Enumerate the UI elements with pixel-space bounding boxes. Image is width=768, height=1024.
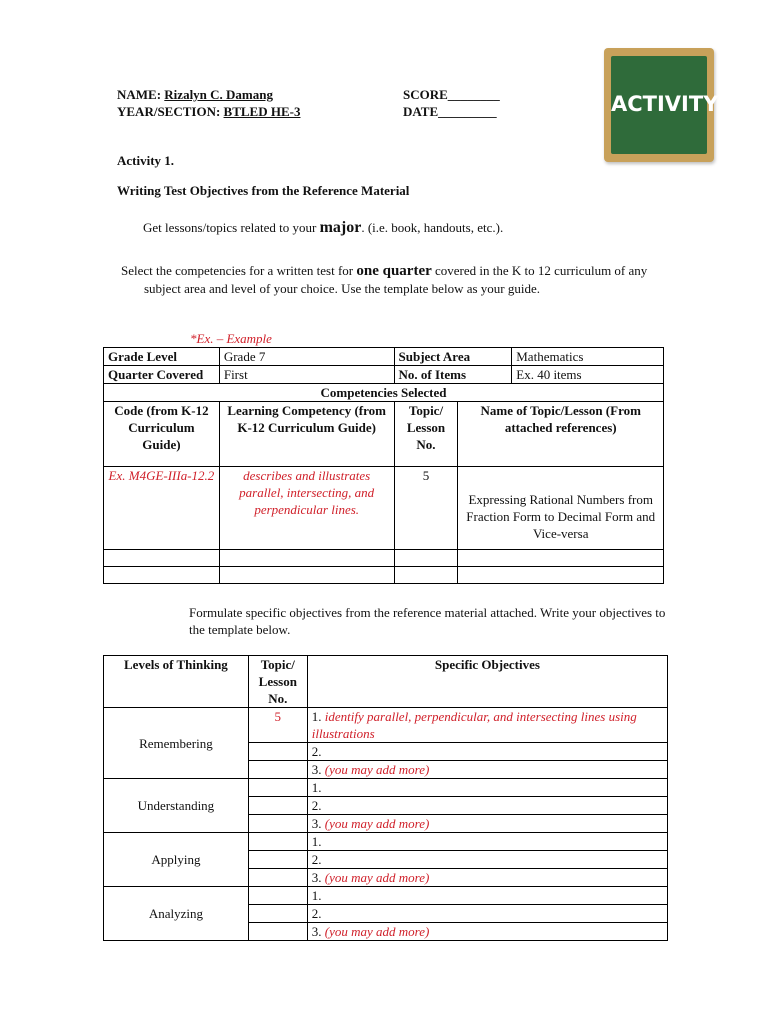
chalkboard-surface (611, 56, 719, 154)
competencies-header: Competencies Selected (104, 384, 664, 402)
remembering-objective-2: 2. (307, 743, 667, 761)
blank-cell (219, 550, 394, 567)
add-more-note: (you may add more) (324, 816, 430, 831)
blank-cell (248, 761, 307, 779)
activity-board-image (604, 48, 719, 162)
blank-cell (248, 851, 307, 869)
blank-cell (219, 567, 394, 584)
col-competency-header: Learning Competency (from K-12 Curriculum Guide) (219, 402, 394, 467)
remembering-objective-1 (307, 708, 667, 743)
blank-cell (248, 923, 307, 941)
blank-cell (458, 550, 664, 567)
table-row (104, 348, 664, 366)
objective-number: 3. (311, 762, 325, 777)
table-row (104, 384, 664, 402)
table-row (104, 656, 668, 708)
subject-area-label: Subject Area (394, 348, 512, 366)
blank-cell (104, 550, 220, 567)
remembering-topic: 5 (248, 708, 307, 743)
blank-cell (248, 815, 307, 833)
quarter-label: Quarter Covered (104, 366, 220, 384)
objective-text: identify parallel, perpendicular, and intersecting lines using illustrations (311, 709, 637, 741)
year-section-line (117, 104, 300, 120)
date-field: DATE_________ (403, 104, 497, 119)
applying-objective-3 (307, 869, 667, 887)
table-row (104, 402, 664, 467)
level-remembering: Remembering (104, 708, 249, 779)
col-topic-header: Topic/ Lesson No. (394, 402, 458, 467)
objective-number: 3. (311, 870, 325, 885)
add-more-note: (you may add more) (324, 924, 430, 939)
instruction-major-post: . (i.e. book, handouts, etc.). (361, 220, 504, 235)
applying-objective-2: 2. (307, 851, 667, 869)
col-code-header: Code (from K-12 Curriculum Guide) (104, 402, 220, 467)
table-row (104, 550, 664, 567)
quarter-value: First (219, 366, 394, 384)
col-levels-header: Levels of Thinking (104, 656, 249, 708)
objective-number: 1. (311, 709, 325, 724)
activity-board-text: ACTIVITY (611, 92, 719, 116)
grade-level-label: Grade Level (104, 348, 220, 366)
table-row (104, 833, 668, 851)
items-value: Ex. 40 items (512, 366, 664, 384)
table-row (104, 779, 668, 797)
instruction-major-pre: Get lessons/topics related to your (143, 220, 320, 235)
level-understanding: Understanding (104, 779, 249, 833)
instruction-quarter-post: covered in the K to 12 curriculum of any subject area and level of your choice. Use the template below as your guide. (144, 263, 648, 296)
blank-cell (248, 797, 307, 815)
instruction-major-emphasis: major (319, 219, 362, 236)
understanding-objective-3 (307, 815, 667, 833)
competencies-table (103, 347, 664, 584)
analyzing-objective-3 (307, 923, 667, 941)
items-label: No. of Items (394, 366, 512, 384)
instruction-quarter (121, 262, 684, 297)
analyzing-objective-2: 2. (307, 905, 667, 923)
example-code: Ex. M4GE-IIIa-12.2 (104, 467, 220, 550)
col-name-header: Name of Topic/Lesson (From attached references) (458, 402, 664, 467)
understanding-objective-1: 1. (307, 779, 667, 797)
objective-number: 3. (311, 924, 325, 939)
blank-cell (248, 833, 307, 851)
table-row (104, 708, 668, 743)
grade-level-value: Grade 7 (219, 348, 394, 366)
year-section-label: YEAR/SECTION: (117, 104, 221, 119)
instruction-quarter-emphasis: one quarter (356, 263, 432, 279)
name-value: Rizalyn C. Damang (164, 87, 273, 102)
analyzing-objective-1: 1. (307, 887, 667, 905)
name-line (117, 87, 273, 103)
objective-number: 3. (311, 816, 325, 831)
instruction-major (143, 219, 503, 237)
blank-cell (248, 779, 307, 797)
subject-area-value: Mathematics (512, 348, 664, 366)
instruction-objectives: Formulate specific objectives from the reference material attached. Write your objectives to the template below. (189, 605, 666, 637)
applying-objective-1: 1. (307, 833, 667, 851)
example-label: *Ex. – Example (190, 331, 272, 346)
objectives-table (103, 655, 668, 941)
instruction-quarter-pre: Select the competencies for a written test for (121, 263, 357, 278)
blank-cell (248, 887, 307, 905)
col-objectives-header: Specific Objectives (307, 656, 667, 708)
table-row (104, 366, 664, 384)
level-applying: Applying (104, 833, 249, 887)
activity-title: Activity 1. (117, 153, 175, 168)
level-analyzing: Analyzing (104, 887, 249, 941)
remembering-objective-3 (307, 761, 667, 779)
col-topic-header: Topic/ Lesson No. (248, 656, 307, 708)
table-row (104, 467, 664, 550)
score-field: SCORE________ (403, 87, 500, 102)
table-row (104, 887, 668, 905)
blank-cell (248, 905, 307, 923)
blank-cell (248, 869, 307, 887)
blank-cell (248, 743, 307, 761)
year-section-value: BTLED HE-3 (223, 104, 301, 119)
section-subtitle: Writing Test Objectives from the Reference Material (117, 183, 410, 198)
blank-cell (458, 567, 664, 584)
blank-cell (394, 567, 458, 584)
understanding-objective-2: 2. (307, 797, 667, 815)
add-more-note: (you may add more) (324, 870, 430, 885)
name-label: NAME: (117, 87, 162, 102)
blank-cell (104, 567, 220, 584)
blank-cell (394, 550, 458, 567)
example-topic-no: 5 (394, 467, 458, 550)
example-competency: describes and illustrates parallel, intersecting, and perpendicular lines. (219, 467, 394, 550)
table-row (104, 567, 664, 584)
add-more-note: (you may add more) (324, 762, 430, 777)
example-topic-name: Expressing Rational Numbers from Fraction Form to Decimal Form and Vice-versa (458, 467, 664, 550)
